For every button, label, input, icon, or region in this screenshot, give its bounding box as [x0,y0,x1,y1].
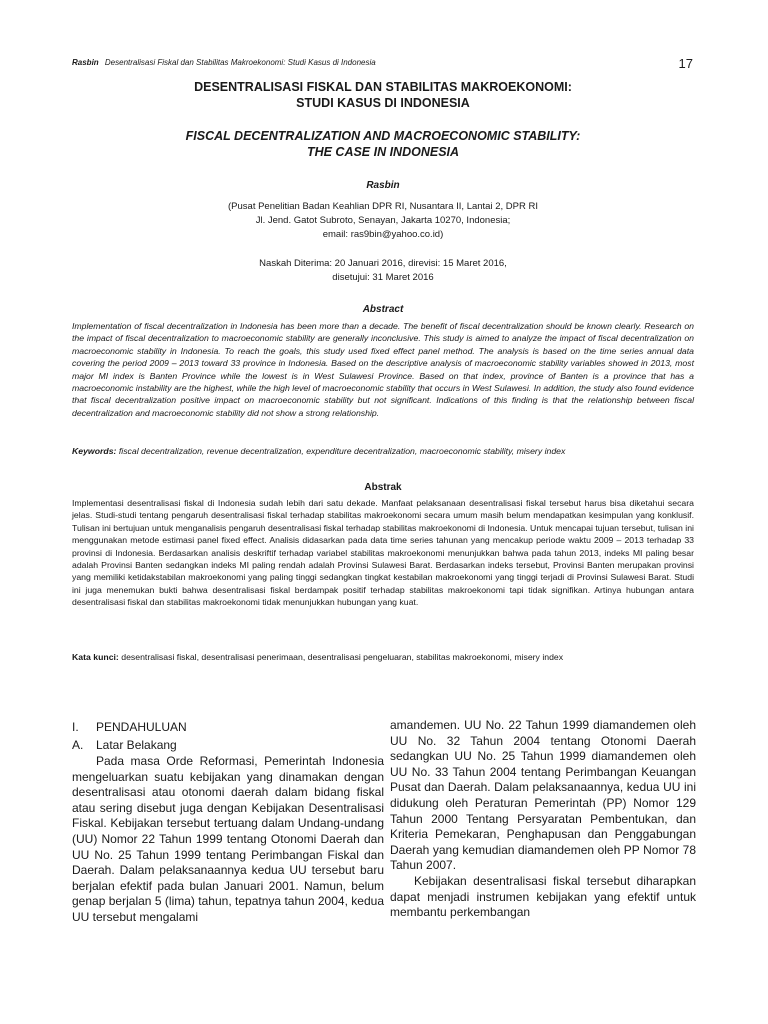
title-indonesian-line1: DESENTRALISASI FISKAL DAN STABILITAS MAKROEKONOMI: [194,80,572,94]
body-paragraph: Pada masa Orde Reformasi, Pemerintah Indonesia mengeluarkan suatu kebijakan yang dinamakan dengan desentralisasi atau otonomi daerah dalam bidang fiskal atau sering disebut juga dengan Kebijakan Desentralisasi Fiskal. Kebijakan tersebut tertuang dalam Undang-undang (UU) Nomor 22 Tahun 1999 tentang Otonomi Daerah dan UU No. 25 Tahun 1999 tentang Perimbangan Fiskal dan Daerah. Dalam pelaksanaannya kedua UU tersebut baru berjalan efektif pada bulan Januari 2001. Namun, belum genap berjalan 5 (lima) tahun, tepatnya tahun 2004, kedua UU tersebut mengalami [72,754,384,924]
body-paragraph: Kebijakan desentralisasi fiskal tersebut diharapkan dapat menjadi instrumen kebijakan yang efektif untuk membantu perkembangan [390,873,696,920]
running-header-author: Rasbin [72,58,99,67]
page-number: 17 [678,56,693,71]
abstract-indonesian-heading: Abstrak [364,482,402,493]
keywords-english-list: fiscal decentralization, revenue decentralization, expenditure decentralization, macroeconomic stability, misery index [118,446,566,456]
subsection-title: Latar Belakang [96,738,177,752]
title-indonesian [72,79,694,111]
body-column-left [72,718,384,926]
author-name: Rasbin [366,180,400,191]
body-paragraph: amandemen. UU No. 22 Tahun 1999 diamandemen oleh UU No. 32 Tahun 2004 tentang Otonomi Daerah sedangkan UU No. 25 Tahun 1999 diamandemen oleh UU No. 33 Tahun 2004 tentang Perimbangan Keuangan Pusat dan Daerah. Dalam pelaksanaannya, kedua UU ini didukung oleh Peraturan Pemerintah (PP) Nomor 129 Tahun 2000 Tentang Persyaratan Pembentukan, dan Kriteria Pemekaran, Penghapusan dan Penggabungan Daerah yang kemudian diamandemen oleh PP Nomor 78 Tahun 2007. [390,718,696,873]
section-heading [72,718,384,736]
author-affiliation [72,200,694,242]
keywords-english-label: Keywords: [72,446,117,456]
dates-line2: disetujui: 31 Maret 2016 [332,272,434,283]
body-column-right [390,718,696,921]
keywords-indonesian-list: desentralisasi fiskal, desentralisasi penerimaan, desentralisasi pengeluaran, stabilitas makroekonomi, misery index [121,652,564,662]
subsection-number: A. [72,738,84,752]
section-number: I. [72,720,79,734]
title-english [72,128,694,160]
keywords-english [72,445,694,457]
abstract-english-text: Implementation of fiscal decentralization in Indonesia has been more than a decade. The benefit of fiscal decentralization should be known clearly. Research on the impact of fiscal decentralization to macroeconomic stability are generally inconclusive. This study is aimed to analyze the impact of fiscal decentralization on macroeconomic stability in Indonesia. To reach the goals, this study used fixed effect panel method. The analysis is based on the time series annual data covering the period 2009 – 2013 toward 33 province in Indonesia. Based on the descriptive analysis of macroeconomic stability variables showed in 2013, most major MI index is Banten Province while the lowest is in West Sulawesi Province. Based on that index, province of Banten is a province that has a macroeconomic instability are the highest, while the high level of macroeconomic stability that occurs in West Sulawesi. In addition, the study also found evidence that fiscal decentralization positive impact on macroeconomic stability but not significant. Indications of this finding is that the relationship between fiscal decentralization and macroeconomic stability did not show a strong relationship. [72,321,694,418]
title-english-line2: THE CASE IN INDONESIA [306,145,460,159]
keywords-indonesian [72,651,694,663]
affiliation-line1: (Pusat Penelitian Badan Keahlian DPR RI, Nusantara II, Lantai 2, DPR RI [228,201,538,212]
running-header-title: Desentralisasi Fiskal dan Stabilitas Makroekonomi: Studi Kasus di Indonesia [104,58,376,67]
running-header [72,58,632,67]
keywords-indonesian-label: Kata kunci: [72,652,119,662]
affiliation-line3: email: ras9bin@yahoo.co.id) [322,229,444,240]
section-title: PENDAHULUAN [96,720,187,734]
abstract-english-heading: Abstract [362,304,404,315]
subsection-heading [72,736,384,754]
abstract-indonesian-text: Implementasi desentralisasi fiskal di Indonesia sudah lebih dari satu dekade. Manfaat pelaksanaan desentralisasi fiskal tersebut harus bisa diketahui secara jelas. Studi-studi tentang pengaruh desentralisasi fiskal terhadap stabilitas makroekonomi secara umum masih belum mendapatkan kesimpulan yang konklusif. Tulisan ini bertujuan untuk menganalisis pengaruh desentralisasi fiskal terhadap stabilitas makroekonomi di Indonesia. Untuk mencapai tujuan tersebut, tulisan ini menggunakan metode estimasi panel fixed effect. Analisis didasarkan pada data time series tahunan yang mencakup periode waktu 2009 – 2013 terhadap 33 provinsi di Indonesia. Berdasarkan analisis deskriftif terhadap variabel stabilitas makroekonomi menunjukkan bahwa pada tahun 2013, indeks MI paling besar adalah Provinsi Banten sedangkan indeks MI paling rendah adalah Provinsi Sulawesi Barat. Berdasarkan indeks tersebut, Provinsi Banten merupakan provinsi yang memiliki ketidakstabilan makroekonomi yang paling tinggi sedangkan tingkat kestabilan makroekonomi yang tinggi terjadi di Provinsi Sulawesi Barat. Studi ini juga menemukan bukti bahwa desentralisasi fiskal berdampak positif terhadap stabilitas makroekonomi tapi tidak signifikan. Artinya hubungan antara desentralisasi fiskal dan stabilitas makroekonomi tidak menunjukkan hubungan yang kuat. [72,498,694,608]
dates-line1: Naskah Diterima: 20 Januari 2016, direvisi: 15 Maret 2016, [259,258,507,269]
manuscript-dates [72,257,694,285]
title-indonesian-line2: STUDI KASUS DI INDONESIA [296,96,470,110]
title-english-line1: FISCAL DECENTRALIZATION AND MACROECONOMIC STABILITY: [185,129,581,143]
affiliation-line2: Jl. Jend. Gatot Subroto, Senayan, Jakarta 10270, Indonesia; [255,215,511,226]
